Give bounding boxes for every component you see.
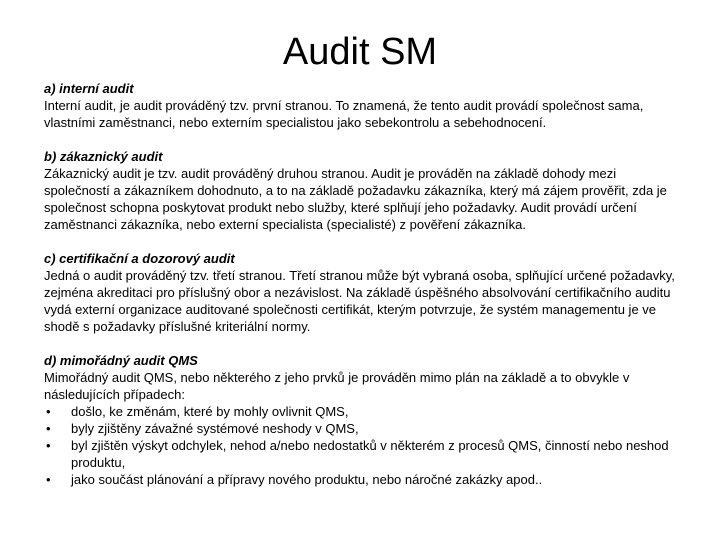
bullet-icon: • [46,472,51,487]
bullet-icon: • [46,421,51,436]
list-item-text: jako součást plánování a přípravy nového produktu, nebo náročné zakázky apod.. [71,472,543,487]
list-item-text: byly zjištěny závažné systémové neshody v QMS, [71,421,359,436]
section-paragraph: Interní audit, je audit prováděný tzv. první stranou. To znamená, že tento audit provádí společnost sama, vlastními zaměstnanci, nebo externím specialistou jako sebekontrolu a sebehodnocení. [44,98,644,130]
bullet-list [44,403,684,488]
section-paragraph: Zákaznický audit je tzv. audit prováděný druhou stranou. Audit je prováděn na základě dohody mezi společností a zákazníkem dohodnuto, a to na základě požadavku zákazníka, který má zájem prověřit, zda je společnost schopna poskytovat produkt nebo služby, které splňují jeho požadavky. Audit provádí určení zaměstnanci zákazníka, nebo externí specialista (specialisté) z pověření zákazníka. [44,166,667,232]
section-internal-audit [44,80,684,131]
bullet-icon: • [46,438,51,453]
section-heading: c) certifikační a dozorový audit [44,251,235,266]
bullet-icon: • [46,404,51,419]
section-heading: d) mimořádný audit QMS [44,353,198,368]
section-paragraph: Jedná o audit prováděný tzv. třetí stranou. Třetí stranou může být vybraná osoba, splňující určené požadavky, zejména akreditaci pro příslušný obor a nezávislost. Na základě úspěšného absolvování certifikačního auditu vydá externí organizace auditované společnosti certifikát, kterým potvrzuje, že systém managementu je ve shodě s požadavky příslušné kriteriální normy. [44,268,675,334]
section-extraordinary-audit [44,352,684,488]
section-paragraph: Mimořádný audit QMS, nebo některého z jeho prvků je prováděn mimo plán na základě a to obvykle v následujících případech: [44,370,630,402]
section-customer-audit [44,148,684,233]
slide-content [44,80,684,505]
list-item [44,471,684,488]
list-item [44,420,684,437]
list-item [44,437,684,471]
section-heading: a) interní audit [44,81,134,96]
section-certification-audit [44,250,684,335]
section-heading: b) zákaznický audit [44,149,163,164]
slide-title: Audit SM [282,31,438,73]
list-item-text: byl zjištěn výskyt odchylek, nehod a/nebo nedostatků v některém z procesů QMS, činností nebo neshod produktu, [71,438,669,470]
list-item [44,403,684,420]
list-item-text: došlo, ke změnám, které by mohly ovlivnit QMS, [71,404,349,419]
